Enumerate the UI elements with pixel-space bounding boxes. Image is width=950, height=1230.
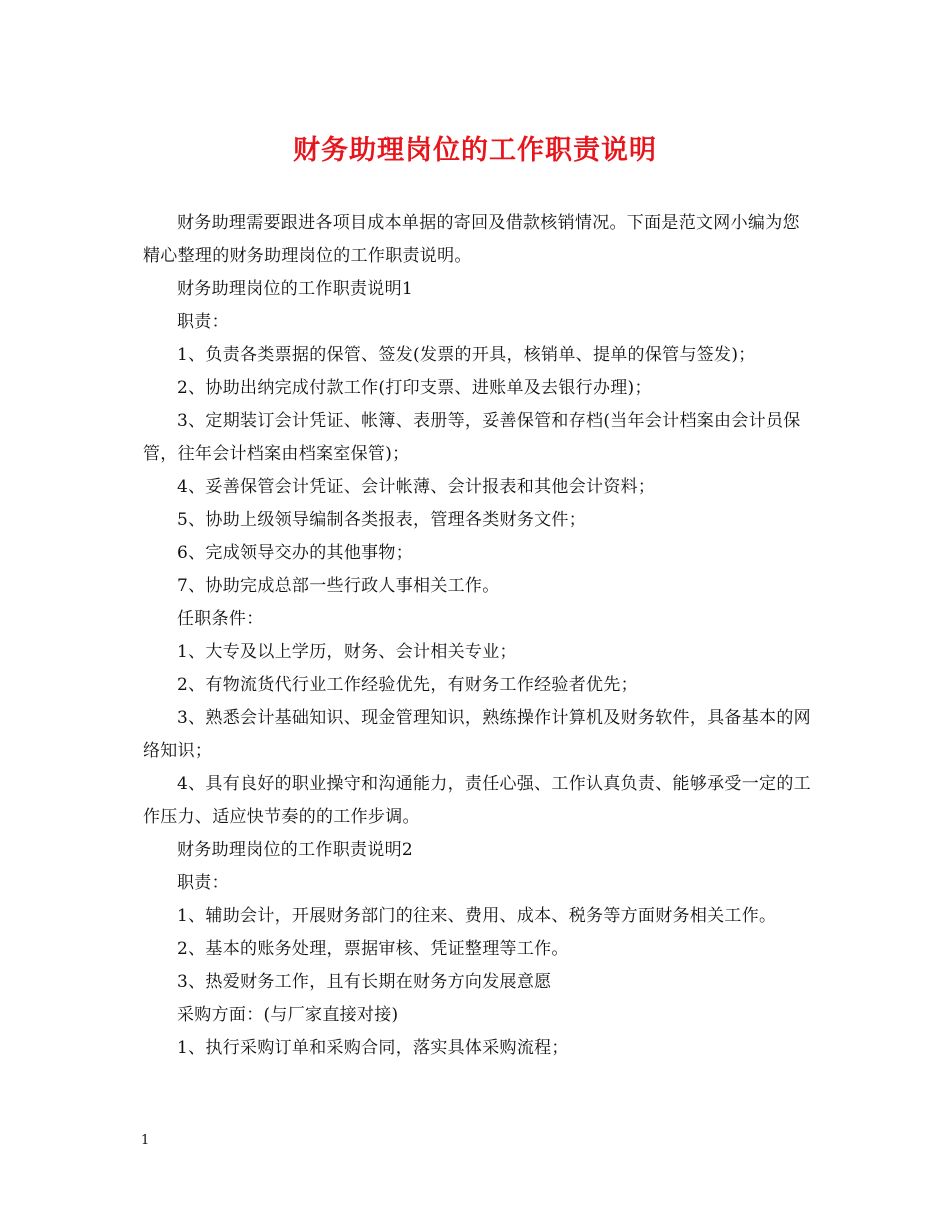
list-item: 1、大专及以上学历，财务、会计相关专业；: [177, 642, 517, 662]
list-item: 2、协助出纳完成付款工作(打印支票、进账单及去银行办理)；: [177, 378, 652, 398]
list-item: 6、完成领导交办的其他事物；: [177, 543, 414, 563]
list-item: 4、妥善保管会计凭证、会计帐薄、会计报表和其他会计资料；: [177, 477, 656, 497]
list-item: 2、有物流货代行业工作经验优先，有财务工作经验者优先；: [177, 675, 638, 695]
document-title: 财务助理岗位的工作职责说明: [293, 135, 657, 166]
section-heading: 财务助理岗位的工作职责说明1: [177, 279, 414, 299]
section-heading: 财务助理岗位的工作职责说明2: [177, 840, 414, 860]
page-number: 1: [141, 1133, 150, 1148]
list-item: 1、辅助会计，开展财务部门的往来、费用、成本、税务等方面财务相关工作。: [177, 906, 777, 926]
list-item: 7、协助完成总部一些行政人事相关工作。: [177, 576, 500, 596]
subheading: 采购方面：(与厂家直接对接): [177, 1005, 399, 1025]
list-item: 3、定期装订会计凭证、帐簿、表册等，妥善保管和存档(当年会计档案由会计员保管，往年会计档案由档案室保管)；: [143, 411, 801, 464]
subheading: 职责：: [177, 873, 229, 893]
list-item: 1、执行采购订单和采购合同，落实具体采购流程；: [177, 1038, 569, 1058]
list-item: 4、具有良好的职业操守和沟通能力，责任心强、工作认真负责、能够承受一定的工作压力、适应快节奏的的工作步调。: [143, 774, 811, 827]
list-item: 1、负责各类票据的保管、签发(发票的开具，核销单、提单的保管与签发)；: [177, 345, 756, 365]
body-paragraph: 财务助理需要跟进各项目成本单据的寄回及借款核销情况。下面是范文网小编为您精心整理的财务助理岗位的工作职责说明。: [143, 213, 800, 266]
subheading: 任职条件：: [177, 609, 264, 629]
subheading: 职责：: [177, 312, 229, 332]
list-item: 3、热爱财务工作，且有长期在财务方向发展意愿: [177, 972, 552, 992]
list-item: 5、协助上级领导编制各类报表，管理各类财务文件；: [177, 510, 587, 530]
list-item: 3、熟悉会计基础知识、现金管理知识，熟练操作计算机及财务软件，具备基本的网络知识；: [143, 708, 811, 761]
list-item: 2、基本的账务处理，票据审核、凭证整理等工作。: [177, 939, 569, 959]
document-body: [143, 207, 813, 1065]
